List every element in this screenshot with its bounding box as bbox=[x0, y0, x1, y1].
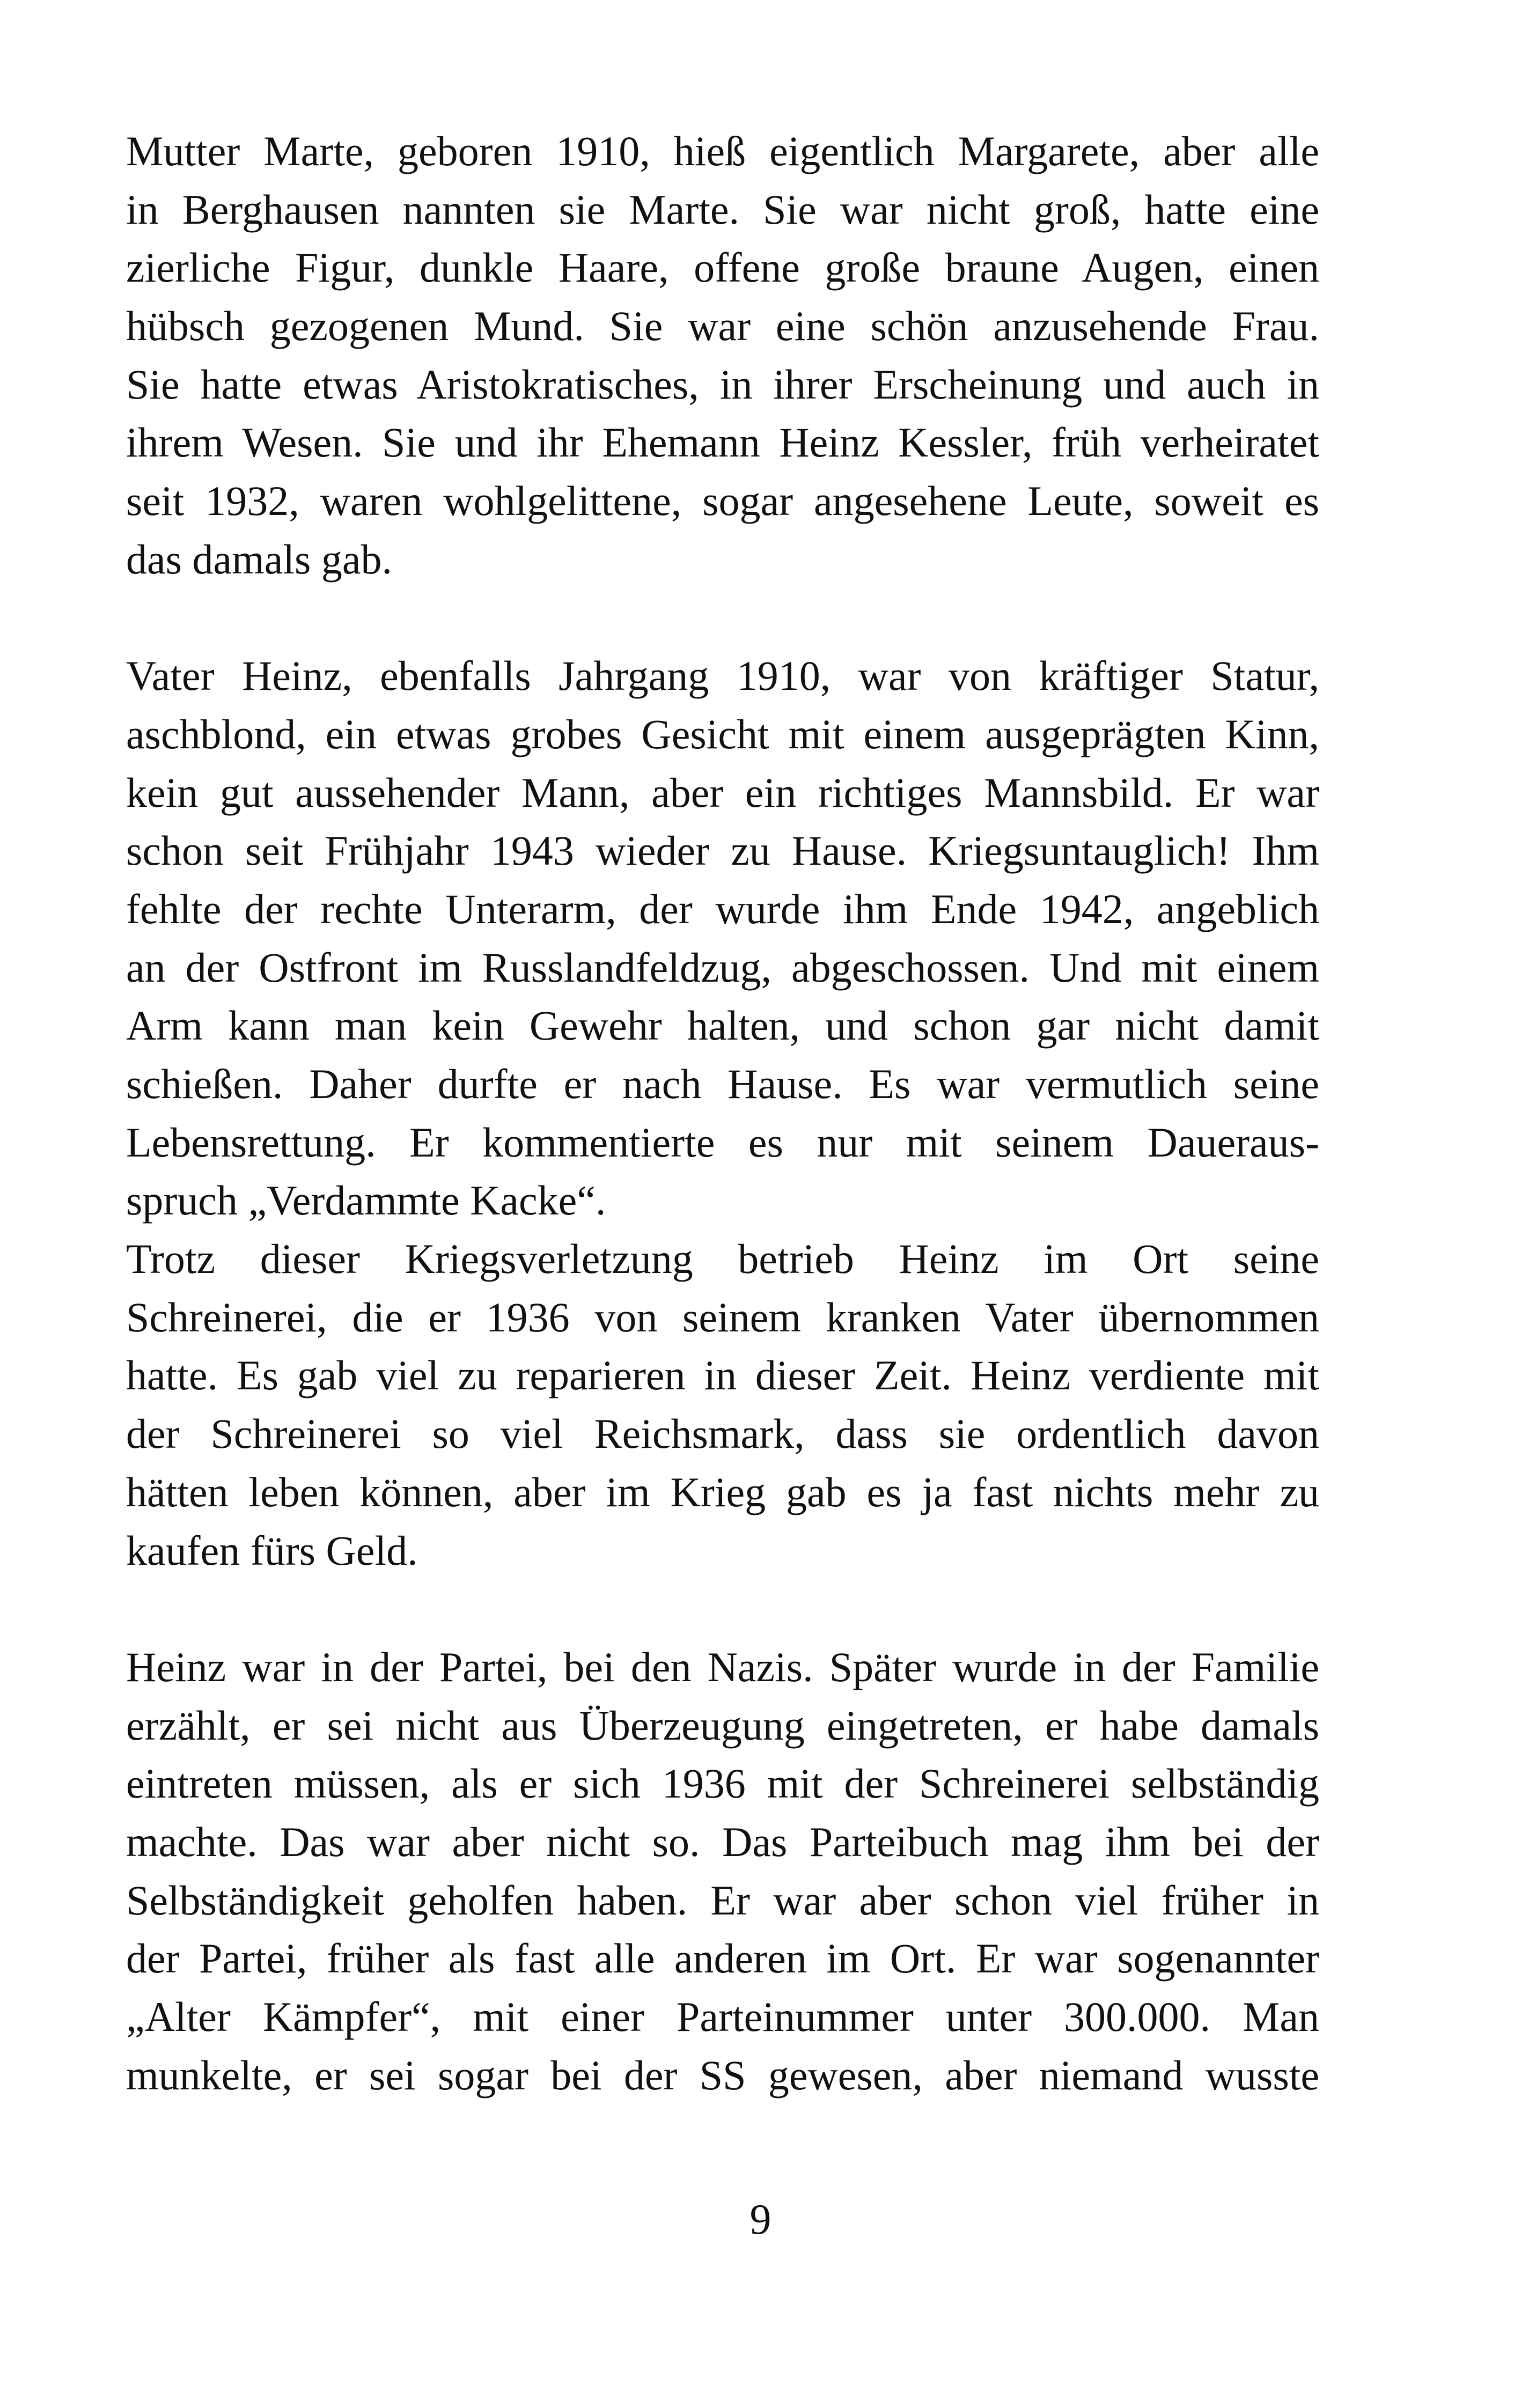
text-line: kaufen fürs Geld. bbox=[126, 1527, 418, 1574]
text-line: seit 1932, waren wohlgelittene, sogar angesehene Leute, soweit es bbox=[126, 477, 1319, 525]
text-line: Selbständigkeit geholfen haben. Er war aber schon viel früher in bbox=[126, 1876, 1319, 1924]
paragraph-3 bbox=[126, 1230, 1319, 1580]
text-line: machte. Das war aber nicht so. Das Parteibuch mag ihm bei der bbox=[126, 1818, 1319, 1865]
text-line: Mutter Marte, geboren 1910, hieß eigentlich Margarete, aber alle bbox=[126, 128, 1319, 174]
text-line: eintreten müssen, als er sich 1936 mit der Schreinerei selbständig bbox=[126, 1760, 1319, 1807]
paragraph-1 bbox=[126, 122, 1319, 589]
text-line: der Partei, früher als fast alle anderen im Ort. Er war sogenannter bbox=[126, 1935, 1319, 1982]
text-line: fehlte der rechte Unterarm, der wurde ihm Ende 1942, angeblich bbox=[126, 885, 1319, 932]
paragraph-spacer bbox=[126, 1580, 1319, 1638]
text-line: hübsch gezogenen Mund. Sie war eine schön anzusehende Frau. bbox=[126, 303, 1319, 350]
text-line: schon seit Frühjahr 1943 wieder zu Hause. Kriegsuntauglich! Ihm bbox=[126, 827, 1319, 874]
text-line: Arm kann man kein Gewehr halten, und schon gar nicht damit bbox=[126, 1002, 1319, 1049]
text-line: in Berghausen nannten sie Marte. Sie war nicht groß, hatte eine bbox=[126, 186, 1319, 233]
text-line: das damals gab. bbox=[126, 535, 393, 583]
text-line: Heinz war in der Partei, bei den Nazis. Später wurde in der Familie bbox=[126, 1643, 1319, 1690]
paragraph-2 bbox=[126, 647, 1319, 1230]
text-line: kein gut aussehender Mann, aber ein richtiges Mannsbild. Er war bbox=[126, 769, 1319, 816]
text-line: Trotz dieser Kriegsverletzung betrieb Heinz im Ort seine bbox=[126, 1235, 1319, 1283]
page-number: 9 bbox=[750, 2196, 771, 2243]
text-line: zierliche Figur, dunkle Haare, offene große braune Augen, einen bbox=[126, 244, 1319, 291]
paragraph-4 bbox=[126, 1638, 1319, 2105]
text-line: „Alter Kämpfer“, mit einer Parteinummer unter 300.000. Man bbox=[126, 1993, 1319, 2040]
paragraph-spacer bbox=[126, 589, 1319, 647]
text-line: Lebensrettung. Er kommentierte es nur mit seinem Daueraus- bbox=[126, 1118, 1319, 1166]
text-line: hätten leben können, aber im Krieg gab es ja fast nichts mehr zu bbox=[126, 1468, 1319, 1515]
text-line: an der Ostfront im Russlandfeldzug, abgeschossen. Und mit einem bbox=[126, 944, 1319, 991]
text-line: schießen. Daher durfte er nach Hause. Es war vermutlich seine bbox=[126, 1061, 1319, 1107]
text-line: aschblond, ein etwas grobes Gesicht mit einem ausgeprägten Kinn, bbox=[126, 710, 1319, 757]
text-line: Schreinerei, die er 1936 von seinem kranken Vater übernommen bbox=[126, 1293, 1319, 1341]
text-line: ihrem Wesen. Sie und ihr Ehemann Heinz Kessler, früh verheiratet bbox=[126, 419, 1319, 466]
text-line: hatte. Es gab viel zu reparieren in dieser Zeit. Heinz verdiente mit bbox=[126, 1352, 1319, 1399]
page-body bbox=[126, 122, 1319, 2104]
text-line: der Schreinerei so viel Reichsmark, dass sie ordentlich davon bbox=[126, 1410, 1319, 1457]
text-line: spruch „Verdammte Kacke“. bbox=[126, 1177, 606, 1224]
text-line: Vater Heinz, ebenfalls Jahrgang 1910, war von kräftiger Statur, bbox=[126, 652, 1319, 699]
text-line: erzählt, er sei nicht aus Überzeugung eingetreten, er habe damals bbox=[126, 1702, 1319, 1749]
text-line: munkelte, er sei sogar bei der SS gewesen, aber niemand wusste bbox=[126, 2051, 1319, 2098]
text-line: Sie hatte etwas Aristokratisches, in ihrer Erscheinung und auch in bbox=[126, 360, 1319, 408]
